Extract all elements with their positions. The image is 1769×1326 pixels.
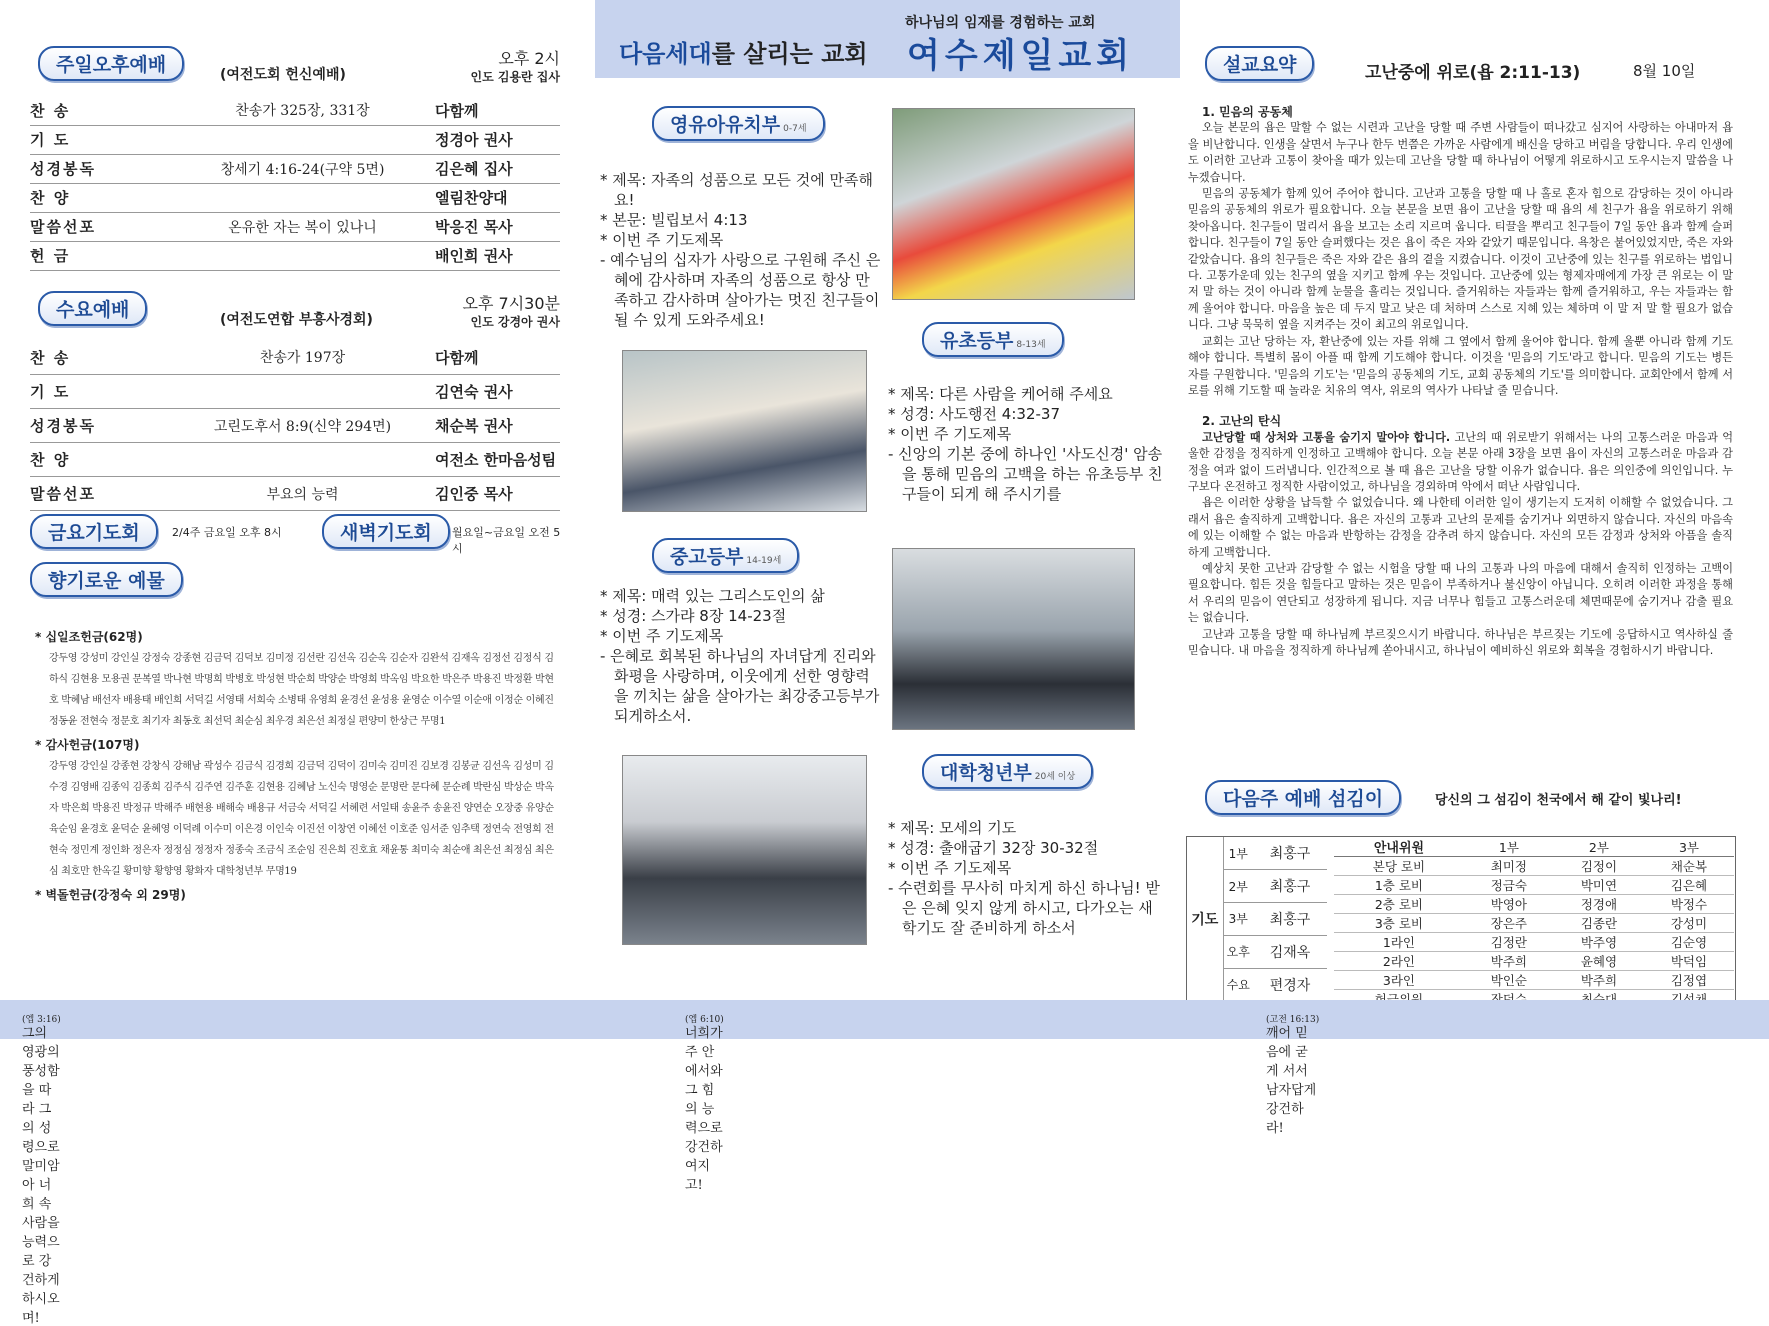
- order-person: 김인중 목사: [435, 477, 560, 511]
- prayer-meetings: [30, 514, 570, 555]
- order-content: 온유한 자는 복이 있나니: [170, 212, 435, 241]
- sermon-emphasis: 고난당할 때 상처와 고통을 숨기지 말아야 합니다.: [1202, 430, 1451, 444]
- list-item: - 은혜로 회복된 하나님의 자녀답게 진리와 화평을 사랑하며, 이웃에게 선한 영향력을 끼치는 삶을 살아가는 최강중고등부가 되게하소서.: [600, 647, 880, 725]
- next-week-header: [1205, 780, 1745, 814]
- table-cell: 박영아: [1464, 895, 1554, 914]
- worship-column: [30, 40, 560, 511]
- order-item: 말씀선포: [30, 212, 170, 241]
- table-cell: 박정수: [1644, 895, 1734, 914]
- tithe-names: 강두영 강성미 강인실 강정숙 강종현 김금덕 김덕보 김미정 김선란 김선옥 김순옥 김순자 김완석 김재옥 김정선 김정식 김하식 김현용 모용권 문복열 박나현 박명희 박병호 박성현 박순희 박양순 박영희 박옥임 박요한 박은주 박용진 박정환 박현호 박혜남 배선자 배용태 배인희 서덕길 서영태 서희숙 소병태 유영희 윤경선 윤성용 윤영순 이수열 이순애 이정순 이혜진 정동윤 전현숙 정문호 최기자 최동호 최선덕 최순심 최우경 최은선 최정실 편양미 한상근 무명1: [49, 653, 554, 727]
- dept-title-text: 대학청년부: [940, 762, 1032, 784]
- column-header: 1부: [1464, 837, 1554, 857]
- dawn-prayer-time: 월요일~금요일 오전 5시: [452, 526, 561, 555]
- order-content: [170, 375, 435, 409]
- dept-infant-title: [652, 106, 825, 141]
- list-item: * 제목: 다른 사람을 케어해 주세요: [888, 385, 1113, 403]
- wednesday-service-title: 수요예배: [38, 291, 147, 326]
- table-cell: 김정란: [1464, 933, 1554, 952]
- order-person: 채순복 권사: [435, 409, 560, 443]
- order-person: 다함께: [435, 341, 560, 375]
- table-row: [1334, 895, 1734, 914]
- verse-ref: (엡 6:10): [685, 1015, 724, 1025]
- table-cell: 박덕임: [1644, 952, 1734, 971]
- wednesday-service-subtitle: (여전도연합 부흥사경회): [220, 311, 373, 328]
- list-item: - 수련회를 무사히 마치게 하신 하나님! 받은 은혜 잊지 않게 하시고, 다가오는 새학기도 잘 준비하게 하소서: [888, 879, 1160, 937]
- dept-age: 14-19세: [746, 556, 782, 566]
- offerings-title: 향기로운 예물: [30, 562, 183, 597]
- table-cell: 김종란: [1554, 914, 1644, 933]
- order-person: 박응진 목사: [435, 212, 560, 241]
- sunday-service-time: [470, 50, 560, 86]
- table-row: [1334, 971, 1734, 990]
- table-cell: 최미정: [1464, 857, 1554, 876]
- sermon-label: 설교요약: [1205, 46, 1314, 81]
- sunday-service-subtitle: (여전도회 헌신예배): [220, 67, 346, 83]
- thanks-names: 강두영 강인실 강종현 강창식 강해남 곽성수 김금식 김경희 김금덕 김덕이 김미숙 김미진 김보경 김봉균 김선옥 김성미 김수경 김영배 김종익 김종희 김주식 김주연 김주훈 김현용 김혜남 노신숙 명영순 문명란 문다혜 문순례 박란심 박상순 박옥자 박은희 박용진 박정규 박해주 배현용 배해숙 배용규 서금숙 서덕길 서혜련 서일태 송윤주 송윤진 양연순 오장중 유양순 육순임 윤경호 윤덕순 윤혜영 이덕례 이수미 이은경 이인숙 이진선 이창연 이혜선 이호준 임서준 임추택 정연숙 전영희 전현숙 정민계 정인화 정은자 정정심 정정자 정종숙 조금식 조순임 진은희 진호효 채윤통 최미숙 최순애 최은선 최정심 최은심 최호만 한옥길 황미향 황향영 황화자 대학청년부 무명19: [49, 761, 554, 877]
- footer-verses: [0, 1000, 1769, 1326]
- table-row: [30, 341, 560, 375]
- list-item: * 이번 주 기도제목: [888, 859, 1012, 877]
- verse-ref: (엡 3:16): [22, 1015, 61, 1025]
- sunday-order-table: [30, 96, 560, 271]
- table-cell: 박미연: [1554, 876, 1644, 895]
- dept-college-title: [922, 754, 1093, 789]
- friday-prayer-title: 금요기도회: [30, 514, 158, 549]
- wednesday-order-table: [30, 341, 560, 512]
- wednesday-service-header: [30, 285, 560, 341]
- list-item: * 성경: 출애굽기 32장 30-32절: [888, 839, 1099, 857]
- youth-photo: [892, 548, 1135, 730]
- elementary-photo: [622, 350, 867, 512]
- duty-roster: [1186, 836, 1736, 1001]
- sermon-paragraph: 욥은 이러한 상황을 납득할 수 없었습니다. 왜 나한테 이러한 일이 생기는지 도저히 이해할 수 없었습니다. 그래서 욥은 솔직하게 고백합니다. 욥은 자신의 고통과 고난의 문제를 숨기거나 외면하지 않습니다. 자신의 마음속에 있는 이해할 수 없는 마음과 반항하는 감정을 감추려 하지 않습니다. 자신의 모든 감정과 상처와 아픔을 솔직하게 고백합니다.: [1188, 496, 1733, 559]
- table-cell: 김은혜: [1644, 876, 1734, 895]
- tagline-highlight: 다음세대: [619, 40, 712, 68]
- list-item: - 신앙의 기본 중에 하나인 '사도신경' 암송을 통해 믿음의 고백을 하는 유초등부 친구들이 되게 해 주시기를: [888, 445, 1163, 503]
- sermon-body: [1188, 104, 1733, 659]
- verse-ref: (고전 16:13): [1266, 1015, 1320, 1025]
- table-cell: 채순복: [1644, 857, 1734, 876]
- verse-text: 깨어 믿음에 굳게 서서 남자답게 강건하라!: [1266, 1026, 1317, 1136]
- order-item: 헌 금: [30, 241, 170, 270]
- church-slogan: 하나님의 임재를 경험하는 교회: [905, 15, 1096, 31]
- offerings-list: [35, 628, 560, 906]
- wall-label: * 벽돌헌금(강정숙 외 29명): [35, 888, 186, 902]
- table-row: [30, 154, 560, 183]
- table-row: [30, 375, 560, 409]
- list-item: * 제목: 매력 있는 그리스도인의 삶: [600, 587, 825, 605]
- dept-youth-title: [652, 538, 799, 573]
- table-row: [30, 409, 560, 443]
- order-person: 배인희 권사: [435, 241, 560, 270]
- verse-text: 그의 영광의 풍성함을 따라 그의 성령으로 말미암아 너희 속사람을 능력으로 강건하게 하시오며!: [22, 1026, 60, 1326]
- sermon-date: 8월 10일: [1633, 62, 1696, 80]
- duty-part: 2부: [1223, 870, 1253, 903]
- order-item: 성경봉독: [30, 409, 170, 443]
- footer-verse-right: [1266, 1011, 1320, 1136]
- duty-person: 김재옥: [1253, 935, 1327, 968]
- table-row: [1334, 933, 1734, 952]
- duty-person: 편경자: [1253, 968, 1327, 1001]
- table-row: [1187, 837, 1327, 870]
- sermon-paragraph: [1188, 430, 1733, 496]
- table-cell: 3층 로비: [1334, 914, 1464, 933]
- dept-title-text: 유초등부: [940, 330, 1014, 352]
- masthead-tagline: [619, 34, 868, 69]
- sermon-heading-1: 1. 믿음의 공동체: [1202, 105, 1293, 119]
- sermon-paragraph: 오늘 본문의 욥은 말할 수 없는 시련과 고난을 당할 때 주변 사람들이 떠나갔고 심지어 사랑하는 아내마저 욥을 비난합니다. 인생을 살면서 누구나 한두 번쯤은 가까운 사람에게 배신을 당하고 버림을 당합니다. 우리 인생에도 이러한 고난과 고통이 찾아올 때가 있는데 고난을 당할 때 하나님이 어떻게 위로하시고 도우시는지 말씀을 나누겠습니다.: [1188, 121, 1733, 184]
- dept-age: 8-13세: [1016, 340, 1046, 350]
- table-row: [30, 241, 560, 270]
- table-cell: 김순영: [1644, 933, 1734, 952]
- list-item: * 본문: 빌립보서 4:13: [600, 211, 748, 229]
- order-content: 부요의 능력: [170, 477, 435, 511]
- table-cell: 박주희: [1464, 952, 1554, 971]
- sermon-paragraph: 믿음의 공동체가 함께 있어 주어야 합니다. 고난과 고통을 당할 때 나 홀로 혼자 힘으로 감당하는 것이 아니라 믿음의 공동체의 위로가 필요합니다. 오늘 본문을 보면 욥이 고난을 당할 때 욥의 세 친구가 욥을 위로하기 위해 찾아옵니다. 친구들이 멀리서 욥을 보고는 소리 지르며 웁니다. 티끌을 뿌리고 친구들이 7일 동안 욥과 함께 슬퍼합니다. 친구들이 7일 동안 슬퍼했다는 것은 욥이 죽은 자와 같았기 때문입니다. 욕창은 붙어있었지만, 죽은 자와 같았습니다. 욥의 친구들은 죽은 자와 같은 욥의 곁을 지켰습니다. 이것이 고난중에 있는 친구를 위로하는 법입니다. 고통가운데 있는 친구의 옆을 지키고 함께 우는 것입니다. 고난중에 있는 형제자매에게 가장 큰 위로는 이 말 저 말 하는 것이 아니라 함께 눈물을 흘리는 것입니다. 즐거워하는 자들과는 함께 즐거워하고, 우는 자들과는 함께 울어야 합니다. 마음을 높은 데 두지 말고 낮은 데 처하며 스스로 지혜 있는 체하며 이 말 저 말 할 필요가 없습니다. 그냥 묵묵히 옆을 지켜주는 것이 최고의 위로입니다.: [1188, 187, 1733, 332]
- tithe-label: * 십일조헌금(62명): [35, 630, 143, 644]
- list-item: * 성경: 스가랴 8장 14-23절: [600, 607, 787, 625]
- table-row: [1334, 952, 1734, 971]
- list-item: * 이번 주 기도제목: [888, 425, 1012, 443]
- wednesday-leader: 인도 강경아 권사: [470, 314, 560, 329]
- footer-verse-left: [22, 1011, 61, 1326]
- duty-part: 1부: [1223, 837, 1253, 870]
- duty-part: 수요: [1223, 968, 1253, 1001]
- tagline-rest: 를 살리는 교회: [711, 40, 868, 68]
- table-cell: 윤혜영: [1554, 952, 1644, 971]
- dept-youth-items: [600, 586, 882, 726]
- order-person: 다함께: [435, 96, 560, 125]
- order-item: 말씀선포: [30, 477, 170, 511]
- next-week-title: 다음주 예배 섬김이: [1205, 780, 1401, 815]
- sermon-title: 고난중에 위로(욥 2:11-13): [1365, 63, 1581, 83]
- list-item: - 예수님의 십자가 사랑으로 구원해 주신 은혜에 감사하며 자족의 성품으로 항상 만족하고 감사하며 살아가는 멋진 친구들이 될 수 있게 도와주세요!: [600, 251, 881, 329]
- college-photo: [622, 755, 867, 945]
- dept-age: 20세 이상: [1034, 772, 1076, 782]
- table-cell: 정경애: [1554, 895, 1644, 914]
- order-person: 김연숙 권사: [435, 375, 560, 409]
- dept-title-text: 영유아유치부: [670, 114, 781, 136]
- table-cell: 1층 로비: [1334, 876, 1464, 895]
- duty-part: 오후: [1223, 935, 1253, 968]
- list-item: * 제목: 자족의 성품으로 모든 것에 만족해요!: [600, 171, 874, 209]
- sermon-heading-2: 2. 고난의 탄식: [1202, 414, 1282, 429]
- verse-text: 너희가 주 안에서와 그 힘의 능력으로 강건하여지고!: [685, 1026, 723, 1193]
- table-row: [30, 183, 560, 212]
- order-person: 여전소 한마음성팀: [435, 443, 560, 477]
- dept-title-text: 중고등부: [670, 546, 744, 568]
- dawn-prayer-title: 새벽기도회: [322, 514, 450, 549]
- table-cell: 김정엽: [1644, 971, 1734, 990]
- order-content: [170, 183, 435, 212]
- table-cell: 김정이: [1554, 857, 1644, 876]
- sermon-paragraph: 고난과 고통을 당할 때 하나님께 부르짖으시기 바랍니다. 하나님은 부르짖는 기도에 응답하시고 역사하실 줄 믿습니다. 내 마음을 정직하게 하나님께 쏟아내시고, 하나님이 예비하신 위로와 회복을 경험하시기 바랍니다.: [1188, 627, 1733, 657]
- table-cell: 3라인: [1334, 971, 1464, 990]
- table-header: [1334, 837, 1734, 857]
- usher-table: [1334, 837, 1734, 1009]
- table-cell: 박주영: [1554, 933, 1644, 952]
- order-person: 정경아 권사: [435, 125, 560, 154]
- order-content: 찬송가 325장, 331장: [170, 96, 435, 125]
- prayer-duty-table: [1187, 837, 1327, 1001]
- order-person: 엘림찬양대: [435, 183, 560, 212]
- order-content: 창세기 4:16-24(구약 5면): [170, 154, 435, 183]
- table-row: [30, 96, 560, 125]
- order-item: 찬 송: [30, 96, 170, 125]
- next-week-note: 당신의 그 섬김이 천국에서 해 같이 빛나리!: [1435, 793, 1682, 808]
- order-content: [170, 443, 435, 477]
- table-cell: 본당 로비: [1334, 857, 1464, 876]
- sunday-service-header: [30, 40, 560, 96]
- table-row: [30, 477, 560, 511]
- list-item: * 성경: 사도행전 4:32-37: [888, 405, 1060, 423]
- duty-person: 최홍구: [1253, 837, 1327, 870]
- table-cell: 1라인: [1334, 933, 1464, 952]
- sunday-leader: 인도 김용란 집사: [470, 70, 560, 84]
- sermon-text: 고난의 때 위로받기 위해서는 나의 고통스러운 마음과 억울한 감정을 정직하게 인정하고 고백해야 합니다. 오늘 본문 아래 3장을 보면 욥이 자신의 고통스러운 마음과 감정을 여과 없이 드러냅니다. 인간적으로 볼 때 욥은 고난을 당할 이유가 없습니다. 욥은 의인중에 의인입니다. 누구보다 온전하고 정직한 사람이었고, 하나님을 경외하며 악에서 떠난 사람입니다.: [1188, 430, 1734, 493]
- masthead: [595, 0, 1180, 78]
- table-row: [1334, 914, 1734, 933]
- church-name: 여수제일교회: [907, 36, 1135, 76]
- wednesday-service-time: [463, 295, 560, 331]
- order-item: 성경봉독: [30, 154, 170, 183]
- list-item: * 이번 주 기도제목: [600, 231, 724, 249]
- order-item: 기 도: [30, 125, 170, 154]
- order-item: 찬 송: [30, 341, 170, 375]
- infant-photo: [892, 108, 1135, 300]
- order-item: 기 도: [30, 375, 170, 409]
- table-row: [1334, 876, 1734, 895]
- order-content: [170, 241, 435, 270]
- order-item: 찬 양: [30, 443, 170, 477]
- dept-infant-items: [600, 170, 882, 330]
- order-person: 김은혜 집사: [435, 154, 560, 183]
- table-row: [30, 212, 560, 241]
- dept-elementary-items: [888, 384, 1166, 504]
- table-cell: 장은주: [1464, 914, 1554, 933]
- list-item: * 제목: 모세의 기도: [888, 819, 1017, 837]
- thanks-label: * 감사헌금(107명): [35, 738, 140, 752]
- column-header: 안내위원: [1334, 837, 1464, 857]
- table-cell: 박주희: [1554, 971, 1644, 990]
- table-row: [30, 443, 560, 477]
- duty-person: 최홍구: [1253, 903, 1327, 936]
- table-cell: 정금숙: [1464, 876, 1554, 895]
- table-row: [1334, 857, 1734, 876]
- dept-college-items: [888, 818, 1166, 938]
- column-header: 3부: [1644, 837, 1734, 857]
- friday-prayer-time: 2/4주 금요일 오후 8시: [172, 526, 282, 539]
- sermon-paragraph: 예상치 못한 고난과 감당할 수 없는 시험을 당할 때 나의 고통과 나의 마음에 대해서 솔직히 인정하는 고백이 필요합니다. 힘든 것을 힘들다고 말하는 것은 믿음이 부족하거나 불신앙이 아닙니다. 오히려 이러한 과정을 통해서 우리의 믿음이 연단되고 성장하게 됩니다. 지금 너무나 힘들고 고통스러운데 체면때문에 숨기거나 감출 필요는 없습니다.: [1188, 561, 1734, 625]
- order-content: [170, 125, 435, 154]
- table-cell: 2라인: [1334, 952, 1464, 971]
- column-header: 2부: [1554, 837, 1644, 857]
- duty-person: 최홍구: [1253, 870, 1327, 903]
- table-row: [30, 125, 560, 154]
- dept-elementary-title: [922, 322, 1064, 357]
- sunday-time: 오후 2시: [498, 49, 560, 68]
- table-cell: 2층 로비: [1334, 895, 1464, 914]
- sunday-service-title: 주일오후예배: [38, 46, 184, 81]
- table-cell: 박인순: [1464, 971, 1554, 990]
- dept-age: 0-7세: [783, 124, 807, 134]
- prayer-duty-label: 기도: [1191, 911, 1219, 928]
- table-cell: 강성미: [1644, 914, 1734, 933]
- sermon-paragraph: 교회는 고난 당하는 자, 환난중에 있는 자를 위해 그 옆에서 함께 울어야 합니다. 함께 울뿐 아니라 함께 기도해야 합니다. 특별히 몸이 아플 때 함께 기도해야 합니다. 이것을 '믿음의 기도'라고 합니다. 믿음의 기도는 병든 자를 구원합니다. '믿음의 기도'는 '믿음의 공동체의 기도, 교회 공동체의 기도'를 의미합니다. 교회안에서 함께 서로를 위해 기도할 때 놀라운 치유의 역사, 위로의 역사가 나타날 줄 믿습니다.: [1188, 334, 1733, 397]
- list-item: * 이번 주 기도제목: [600, 627, 724, 645]
- order-item: 찬 양: [30, 183, 170, 212]
- footer-verse-middle: [685, 1011, 724, 1193]
- order-content: 고린도후서 8:9(신약 294면): [170, 409, 435, 443]
- duty-part: 3부: [1223, 903, 1253, 936]
- sermon-header: [1205, 46, 1745, 86]
- order-content: 찬송가 197장: [170, 341, 435, 375]
- wednesday-time: 오후 7시30분: [462, 293, 560, 313]
